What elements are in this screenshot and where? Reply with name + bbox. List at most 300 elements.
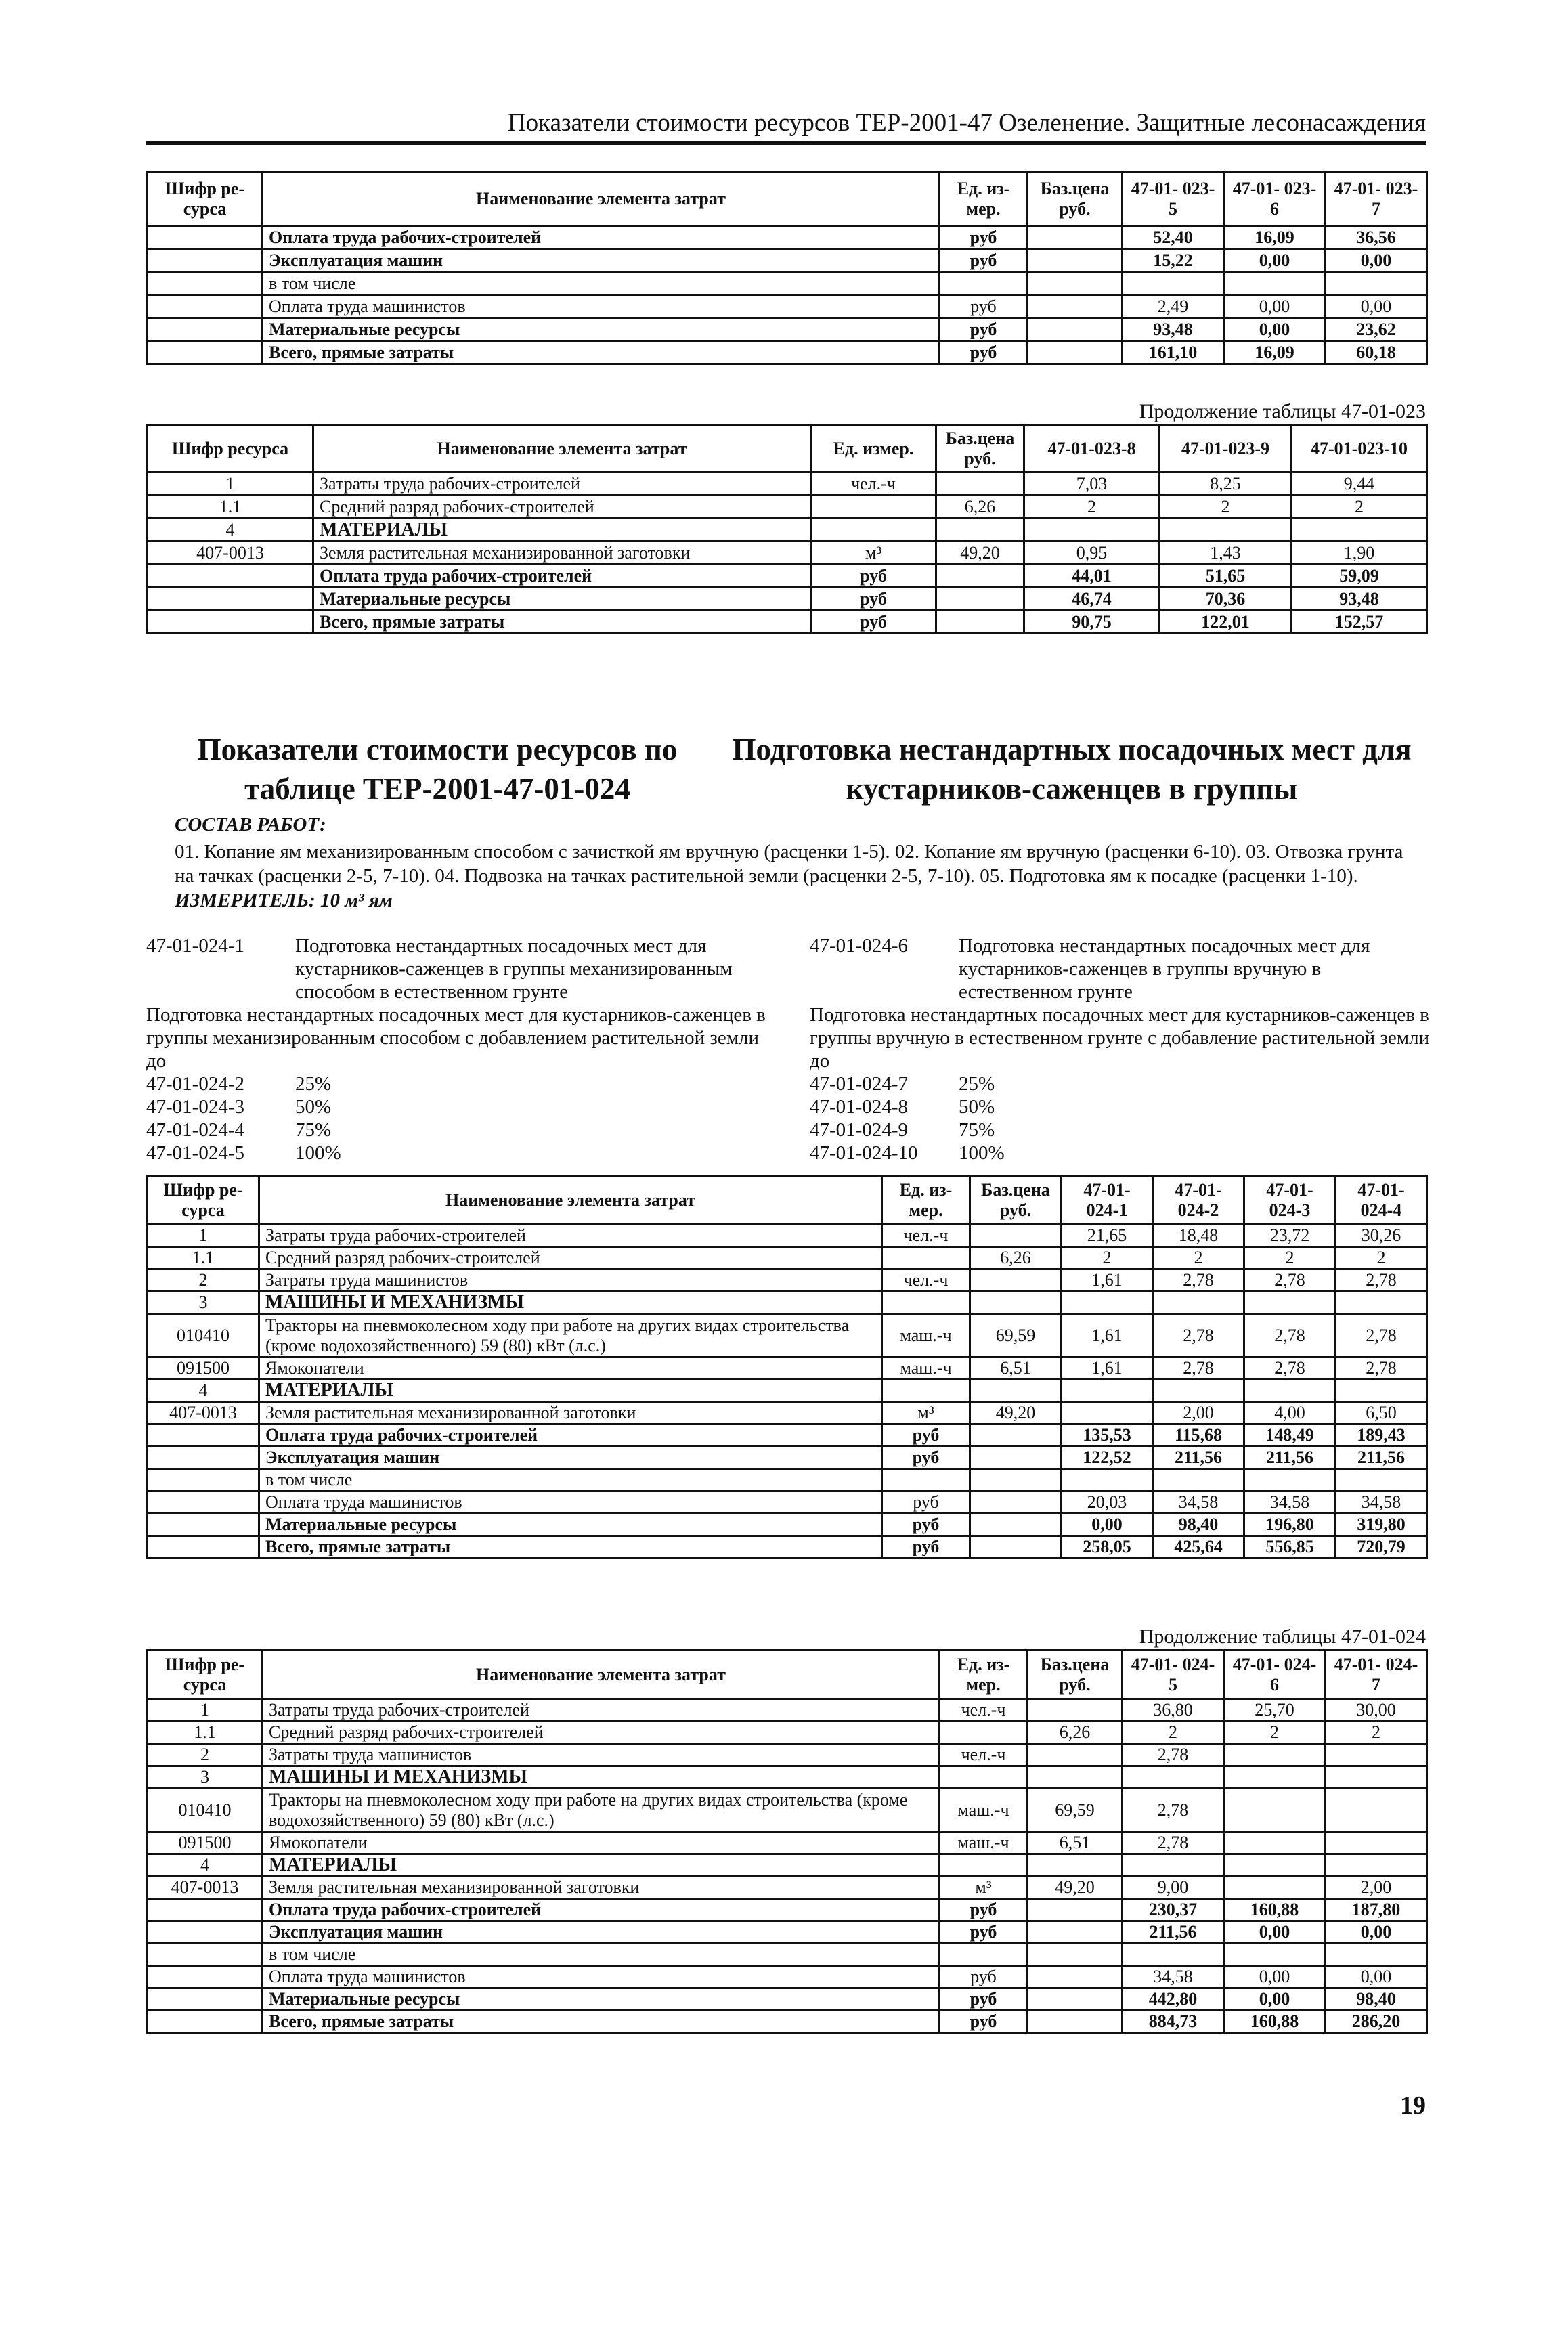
cost-element-cell: в том числе <box>259 1469 882 1491</box>
value-cell: 2 <box>1024 496 1160 519</box>
table-row <box>148 519 1427 542</box>
value-cell: 1,61 <box>1062 1314 1153 1357</box>
value-cell: 8,25 <box>1160 473 1292 496</box>
resource-table <box>146 424 1428 634</box>
table-047-01-023-part2 <box>146 399 1426 634</box>
cost-element-cell: МАШИНЫ И МЕХАНИЗМЫ <box>259 1292 882 1314</box>
unit-cell: руб <box>882 1447 970 1469</box>
rate-code: 47-01-024-6 <box>810 935 908 957</box>
cost-element-cell: Всего, прямые затраты <box>263 341 940 364</box>
resource-code-cell: 407-0013 <box>148 1877 263 1899</box>
value-cell: 2,78 <box>1336 1314 1427 1357</box>
value-cell <box>1336 1469 1427 1491</box>
value-cell <box>1123 1766 1224 1789</box>
table-row <box>148 341 1427 364</box>
value-cell: 60,18 <box>1326 341 1427 364</box>
value-cell: 52,40 <box>1123 226 1224 249</box>
table-row <box>148 272 1427 295</box>
resource-code-cell <box>148 565 313 588</box>
cost-element-cell: Всего, прямые затраты <box>263 2011 940 2033</box>
col-header: 47-01- 024-7 <box>1326 1651 1427 1699</box>
resource-code-cell <box>148 1447 259 1469</box>
resource-code-cell: 4 <box>148 1380 259 1402</box>
resource-code-cell <box>148 1944 263 1966</box>
value-cell: 0,00 <box>1224 295 1326 318</box>
value-cell <box>1153 1380 1244 1402</box>
value-cell: 122,52 <box>1062 1447 1153 1469</box>
value-cell: 44,01 <box>1024 565 1160 588</box>
base-price-cell <box>1028 1944 1123 1966</box>
value-cell <box>1024 519 1160 542</box>
table-header-row <box>148 1651 1427 1699</box>
base-price-cell <box>1028 249 1123 272</box>
value-cell: 34,58 <box>1244 1491 1336 1514</box>
resource-code-cell <box>148 295 263 318</box>
value-cell: 2 <box>1062 1247 1153 1269</box>
resource-table <box>146 1649 1428 2034</box>
cost-element-cell: Ямокопатели <box>259 1357 882 1380</box>
cost-element-cell: МАТЕРИАЛЫ <box>259 1380 882 1402</box>
value-cell: 93,48 <box>1123 318 1224 341</box>
cost-element-cell: Оплата труда рабочих-строителей <box>263 226 940 249</box>
measure-unit: ИЗМЕРИТЕЛЬ: 10 м³ ям <box>175 890 393 911</box>
col-header: 47-01- 023-5 <box>1123 172 1224 226</box>
value-cell: 2 <box>1244 1247 1336 1269</box>
unit-cell: чел.-ч <box>882 1269 970 1292</box>
base-price-cell: 6,51 <box>970 1357 1062 1380</box>
value-cell <box>1224 1944 1326 1966</box>
unit-cell: руб <box>811 565 936 588</box>
cost-element-cell: Эксплуатация машин <box>263 1921 940 1944</box>
value-cell: 34,58 <box>1153 1491 1244 1514</box>
value-cell: 2,49 <box>1123 295 1224 318</box>
table-row <box>148 226 1427 249</box>
base-price-cell <box>970 1491 1062 1514</box>
value-cell: 161,10 <box>1123 341 1224 364</box>
cost-element-cell: Земля растительная механизированной заготовки <box>313 542 811 565</box>
table-header-row <box>148 425 1427 473</box>
base-price-cell: 69,59 <box>1028 1789 1123 1832</box>
unit-cell: руб <box>940 1899 1028 1921</box>
base-price-cell <box>1028 1966 1123 1988</box>
cost-element-cell: МАШИНЫ И МЕХАНИЗМЫ <box>263 1766 940 1789</box>
value-cell <box>1123 272 1224 295</box>
table-047-01-023-part1 <box>146 171 1426 365</box>
resource-code-cell <box>148 341 263 364</box>
base-price-cell <box>970 1469 1062 1491</box>
value-cell: 0,00 <box>1224 1988 1326 2011</box>
unit-cell: руб <box>811 588 936 611</box>
unit-cell <box>882 1247 970 1269</box>
value-cell: 0,00 <box>1224 1966 1326 1988</box>
resource-code-cell <box>148 1966 263 1988</box>
rate-code: 47-01-024-1 <box>146 935 244 957</box>
resource-code-cell <box>148 1921 263 1944</box>
table-row <box>148 2011 1427 2033</box>
value-cell: 59,09 <box>1292 565 1427 588</box>
page-number: 19 <box>1400 2091 1426 2120</box>
table-row <box>148 1832 1427 1854</box>
value-cell: 148,49 <box>1244 1424 1336 1447</box>
cost-element-cell: Оплата труда рабочих-строителей <box>313 565 811 588</box>
cost-element-cell: Материальные ресурсы <box>263 1988 940 2011</box>
rate-variant <box>810 1141 1433 1164</box>
rate-list-right <box>810 934 1433 1164</box>
value-cell: 36,80 <box>1123 1699 1224 1722</box>
cost-element-cell: Оплата труда машинистов <box>263 295 940 318</box>
cost-element-cell: в том числе <box>263 1944 940 1966</box>
unit-cell: руб <box>940 1921 1028 1944</box>
unit-cell: м³ <box>940 1877 1028 1899</box>
base-price-cell <box>936 519 1024 542</box>
value-cell: 1,90 <box>1292 542 1427 565</box>
table-row <box>148 1766 1427 1789</box>
base-price-cell <box>936 611 1024 634</box>
resource-code-cell: 407-0013 <box>148 1402 259 1424</box>
value-cell <box>1326 1766 1427 1789</box>
value-cell: 2,78 <box>1244 1314 1336 1357</box>
value-cell: 2,00 <box>1326 1877 1427 1899</box>
rate-description: Подготовка нестандартных посадочных мест для кустарников-саженцев в группы вручную в естественном грунте <box>959 935 1370 1003</box>
col-header: 47-01- 024-2 <box>1153 1176 1244 1225</box>
base-price-cell <box>970 1536 1062 1558</box>
rate-list-left <box>146 934 769 1164</box>
value-cell: 160,88 <box>1224 1899 1326 1921</box>
rate-percent: 50% <box>959 1096 995 1118</box>
table-row <box>148 1225 1427 1247</box>
resource-code-cell <box>148 1424 259 1447</box>
unit-cell: руб <box>940 1988 1028 2011</box>
value-cell: 51,65 <box>1160 565 1292 588</box>
cost-element-cell: Оплата труда машинистов <box>259 1491 882 1514</box>
unit-cell: руб <box>940 295 1028 318</box>
table-row <box>148 565 1427 588</box>
cost-element-cell: Земля растительная механизированной заготовки <box>259 1402 882 1424</box>
unit-cell <box>882 1380 970 1402</box>
value-cell: 90,75 <box>1024 611 1160 634</box>
cost-element-cell: Тракторы на пневмоколесном ходу при работе на других видах строительства (кроме водохозяйственного) 59 (80) кВт (л.с.) <box>263 1789 940 1832</box>
rate-variant <box>146 1095 769 1118</box>
col-header: Шифр ре- сурса <box>148 1176 259 1225</box>
unit-cell: руб <box>940 2011 1028 2033</box>
value-cell: 70,36 <box>1160 588 1292 611</box>
col-header: Наименование элемента затрат <box>313 425 811 473</box>
section-title-right: Подготовка нестандартных посадочных мест для кустарников-саженцев в группы <box>732 733 1412 806</box>
base-price-cell: 6,26 <box>1028 1722 1123 1744</box>
table-row <box>148 1247 1427 1269</box>
value-cell: 211,56 <box>1153 1447 1244 1469</box>
table-row <box>148 1357 1427 1380</box>
table-row <box>148 1402 1427 1424</box>
rate-code: 47-01-024-4 <box>146 1119 244 1141</box>
resource-code-cell <box>148 272 263 295</box>
rate-code: 47-01-024-2 <box>146 1073 244 1095</box>
rate-group-description: Подготовка нестандартных посадочных мест для кустарников-саженцев в группы механизированным способом с добавлением растительной земли до <box>146 1004 766 1072</box>
unit-cell: м³ <box>882 1402 970 1424</box>
cost-element-cell: Средний разряд рабочих-строителей <box>263 1722 940 1744</box>
cost-element-cell: Затраты труда рабочих-строителей <box>259 1225 882 1247</box>
cost-element-cell: Средний разряд рабочих-строителей <box>313 496 811 519</box>
col-header: Шифр ре- сурса <box>148 172 263 226</box>
cost-element-cell: Средний разряд рабочих-строителей <box>259 1247 882 1269</box>
resource-code-cell <box>148 1536 259 1558</box>
base-price-cell <box>970 1447 1062 1469</box>
value-cell: 0,00 <box>1224 1921 1326 1944</box>
value-cell: 2,78 <box>1336 1357 1427 1380</box>
base-price-cell <box>1028 226 1123 249</box>
value-cell <box>1244 1469 1336 1491</box>
resource-code-cell <box>148 249 263 272</box>
value-cell: 2 <box>1123 1722 1224 1744</box>
value-cell <box>1224 272 1326 295</box>
table-row <box>148 1292 1427 1314</box>
cost-element-cell: Оплата труда рабочих-строителей <box>263 1899 940 1921</box>
running-header: Показатели стоимости ресурсов ТЕР-2001-47 Озеленение. Защитные лесонасаждения <box>146 108 1426 145</box>
value-cell: 23,72 <box>1244 1225 1336 1247</box>
section-title-left: Показатели стоимости ресурсов по таблице ТЕР-2001-47-01-024 <box>197 733 678 806</box>
rate-code: 47-01-024-5 <box>146 1142 244 1164</box>
value-cell <box>1160 519 1292 542</box>
table-row <box>148 1269 1427 1292</box>
base-price-cell <box>936 565 1024 588</box>
unit-cell <box>811 496 936 519</box>
table-row <box>148 1536 1427 1558</box>
value-cell: 46,74 <box>1024 588 1160 611</box>
base-price-cell <box>936 588 1024 611</box>
base-price-cell <box>970 1380 1062 1402</box>
col-header: Наименование элемента затрат <box>259 1176 882 1225</box>
unit-cell: м³ <box>811 542 936 565</box>
table-header-row <box>148 172 1427 226</box>
table-row <box>148 1491 1427 1514</box>
unit-cell: руб <box>940 1966 1028 1988</box>
value-cell: 34,58 <box>1336 1491 1427 1514</box>
unit-cell: маш.-ч <box>940 1789 1028 1832</box>
value-cell: 2,78 <box>1123 1744 1224 1766</box>
value-cell: 0,00 <box>1224 318 1326 341</box>
value-cell: 30,00 <box>1326 1699 1427 1722</box>
cost-element-cell: Эксплуатация машин <box>263 249 940 272</box>
cost-element-cell: Материальные ресурсы <box>313 588 811 611</box>
value-cell: 16,09 <box>1224 226 1326 249</box>
value-cell <box>1336 1380 1427 1402</box>
table-row <box>148 1469 1427 1491</box>
unit-cell <box>940 1722 1028 1744</box>
rate-variant <box>810 1095 1433 1118</box>
value-cell <box>1224 1832 1326 1854</box>
base-price-cell <box>1028 2011 1123 2033</box>
rate-code: 47-01-024-9 <box>810 1119 908 1141</box>
unit-cell: руб <box>882 1514 970 1536</box>
cost-element-cell: Всего, прямые затраты <box>259 1536 882 1558</box>
value-cell: 152,57 <box>1292 611 1427 634</box>
value-cell: 2 <box>1153 1247 1244 1269</box>
col-header: Шифр ресурса <box>148 425 313 473</box>
col-header: 47-01- 024-4 <box>1336 1176 1427 1225</box>
unit-cell: чел.-ч <box>811 473 936 496</box>
value-cell <box>1153 1292 1244 1314</box>
unit-cell: руб <box>940 341 1028 364</box>
value-cell <box>1224 1789 1326 1832</box>
value-cell: 258,05 <box>1062 1536 1153 1558</box>
value-cell: 230,37 <box>1123 1899 1224 1921</box>
value-cell: 2,78 <box>1123 1832 1224 1854</box>
rate-percent: 75% <box>295 1119 332 1141</box>
col-header: 47-01- 024-1 <box>1062 1176 1153 1225</box>
value-cell: 2,78 <box>1153 1357 1244 1380</box>
table-row <box>148 1988 1427 2011</box>
value-cell: 135,53 <box>1062 1424 1153 1447</box>
resource-code-cell: 407-0013 <box>148 542 313 565</box>
value-cell: 211,56 <box>1336 1447 1427 1469</box>
value-cell: 2,78 <box>1244 1269 1336 1292</box>
base-price-cell <box>1028 1988 1123 2011</box>
col-header: 47-01- 024-3 <box>1244 1176 1336 1225</box>
col-header: 47-01- 023-7 <box>1326 172 1427 226</box>
value-cell: 2,78 <box>1123 1789 1224 1832</box>
unit-cell: маш.-ч <box>940 1832 1028 1854</box>
resource-code-cell: 1 <box>148 1699 263 1722</box>
value-cell: 20,03 <box>1062 1491 1153 1514</box>
value-cell <box>1292 519 1427 542</box>
value-cell: 2,78 <box>1153 1269 1244 1292</box>
rate-variant <box>146 1072 769 1095</box>
resource-code-cell <box>148 1514 259 1536</box>
rate-group-description: Подготовка нестандартных посадочных мест для кустарников-саженцев в группы вручную в естественном грунте с добавление растительной земли до <box>810 1004 1430 1072</box>
work-composition <box>146 812 1426 913</box>
value-cell: 2,00 <box>1153 1402 1244 1424</box>
table-row <box>148 295 1427 318</box>
rate-variant <box>146 1141 769 1164</box>
table-row <box>148 1722 1427 1744</box>
unit-cell <box>882 1292 970 1314</box>
value-cell: 36,56 <box>1326 226 1427 249</box>
col-header: 47-01-023-8 <box>1024 425 1160 473</box>
resource-code-cell: 091500 <box>148 1832 263 1854</box>
resource-code-cell: 4 <box>148 1854 263 1877</box>
cost-element-cell: в том числе <box>263 272 940 295</box>
rate-variant <box>810 1072 1433 1095</box>
resource-code-cell <box>148 588 313 611</box>
cost-element-cell: Затраты труда рабочих-строителей <box>313 473 811 496</box>
value-cell <box>1336 1292 1427 1314</box>
rate-variant <box>146 1118 769 1141</box>
rate-variant <box>810 1118 1433 1141</box>
resource-code-cell: 2 <box>148 1269 259 1292</box>
rate-percent: 50% <box>295 1096 332 1118</box>
value-cell: 15,22 <box>1123 249 1224 272</box>
base-price-cell <box>1028 341 1123 364</box>
value-cell: 2 <box>1326 1722 1427 1744</box>
unit-cell <box>940 272 1028 295</box>
col-header: Наименование элемента затрат <box>263 172 940 226</box>
value-cell: 211,56 <box>1244 1447 1336 1469</box>
base-price-cell: 6,26 <box>936 496 1024 519</box>
base-price-cell <box>970 1424 1062 1447</box>
value-cell <box>1326 272 1427 295</box>
value-cell: 30,26 <box>1336 1225 1427 1247</box>
base-price-cell <box>1028 1699 1123 1722</box>
value-cell: 122,01 <box>1160 611 1292 634</box>
table-header-row <box>148 1176 1427 1225</box>
base-price-cell: 49,20 <box>970 1402 1062 1424</box>
col-header: Баз.цена руб. <box>1028 1651 1123 1699</box>
table-row <box>148 611 1427 634</box>
base-price-cell <box>1028 295 1123 318</box>
value-cell: 0,00 <box>1326 295 1427 318</box>
work-composition-text: 01. Копание ям механизированным способом с зачисткой ям вручную (расценки 1-5). 02. Копание ям вручную (расценки 6-10). 03. Отвозка грунта на тачках (расценки 2-5, 7-10). 04. Подвозка на тачках растительной земли (расценки 2-5, 7-10). 05. Подготовка ям к посадке (расценки 1-10). <box>175 841 1403 887</box>
resource-table <box>146 171 1428 365</box>
value-cell: 720,79 <box>1336 1536 1427 1558</box>
base-price-cell <box>970 1225 1062 1247</box>
value-cell <box>1244 1380 1336 1402</box>
unit-cell: чел.-ч <box>940 1699 1028 1722</box>
value-cell <box>1326 1832 1427 1854</box>
table-row <box>148 1447 1427 1469</box>
value-cell: 884,73 <box>1123 2011 1224 2033</box>
resource-code-cell: 3 <box>148 1766 263 1789</box>
resource-code-cell <box>148 1988 263 2011</box>
resource-code-cell <box>148 318 263 341</box>
value-cell <box>1326 1744 1427 1766</box>
rate-code: 47-01-024-3 <box>146 1096 244 1118</box>
table-row <box>148 1921 1427 1944</box>
value-cell: 0,00 <box>1062 1514 1153 1536</box>
value-cell: 2,78 <box>1244 1357 1336 1380</box>
rate-code: 47-01-024-10 <box>810 1142 918 1164</box>
cost-element-cell: Материальные ресурсы <box>259 1514 882 1536</box>
value-cell: 98,40 <box>1326 1988 1427 2011</box>
cost-element-cell: Оплата труда рабочих-строителей <box>259 1424 882 1447</box>
table-row <box>148 1314 1427 1357</box>
cost-element-cell: Оплата труда машинистов <box>263 1966 940 1988</box>
base-price-cell <box>936 473 1024 496</box>
resource-code-cell: 1 <box>148 473 313 496</box>
value-cell: 23,62 <box>1326 318 1427 341</box>
value-cell: 93,48 <box>1292 588 1427 611</box>
col-header: Баз.цена руб. <box>1028 172 1123 226</box>
table-row <box>148 1699 1427 1722</box>
unit-cell <box>940 1944 1028 1966</box>
unit-cell: чел.-ч <box>882 1225 970 1247</box>
cost-element-cell: Ямокопатели <box>263 1832 940 1854</box>
value-cell: 9,00 <box>1123 1877 1224 1899</box>
resource-code-cell: 091500 <box>148 1357 259 1380</box>
resource-code-cell: 3 <box>148 1292 259 1314</box>
value-cell: 2 <box>1292 496 1427 519</box>
table-row <box>148 588 1427 611</box>
value-cell: 442,80 <box>1123 1988 1224 2011</box>
cost-element-cell: МАТЕРИАЛЫ <box>263 1854 940 1877</box>
table-047-01-024-part1 <box>146 1175 1426 1559</box>
resource-code-cell: 010410 <box>148 1789 263 1832</box>
value-cell <box>1123 1854 1224 1877</box>
table-row <box>148 496 1427 519</box>
base-price-cell <box>1028 1766 1123 1789</box>
unit-cell: маш.-ч <box>882 1357 970 1380</box>
base-price-cell <box>1028 1854 1123 1877</box>
value-cell: 187,80 <box>1326 1899 1427 1921</box>
value-cell: 21,65 <box>1062 1225 1153 1247</box>
table-row <box>148 249 1427 272</box>
table-caption: Продолжение таблицы 47-01-024 <box>1139 1625 1426 1648</box>
resource-code-cell <box>148 1899 263 1921</box>
base-price-cell: 49,20 <box>936 542 1024 565</box>
value-cell: 196,80 <box>1244 1514 1336 1536</box>
cost-element-cell: Затраты труда машинистов <box>259 1269 882 1292</box>
table-row <box>148 318 1427 341</box>
unit-cell <box>882 1469 970 1491</box>
